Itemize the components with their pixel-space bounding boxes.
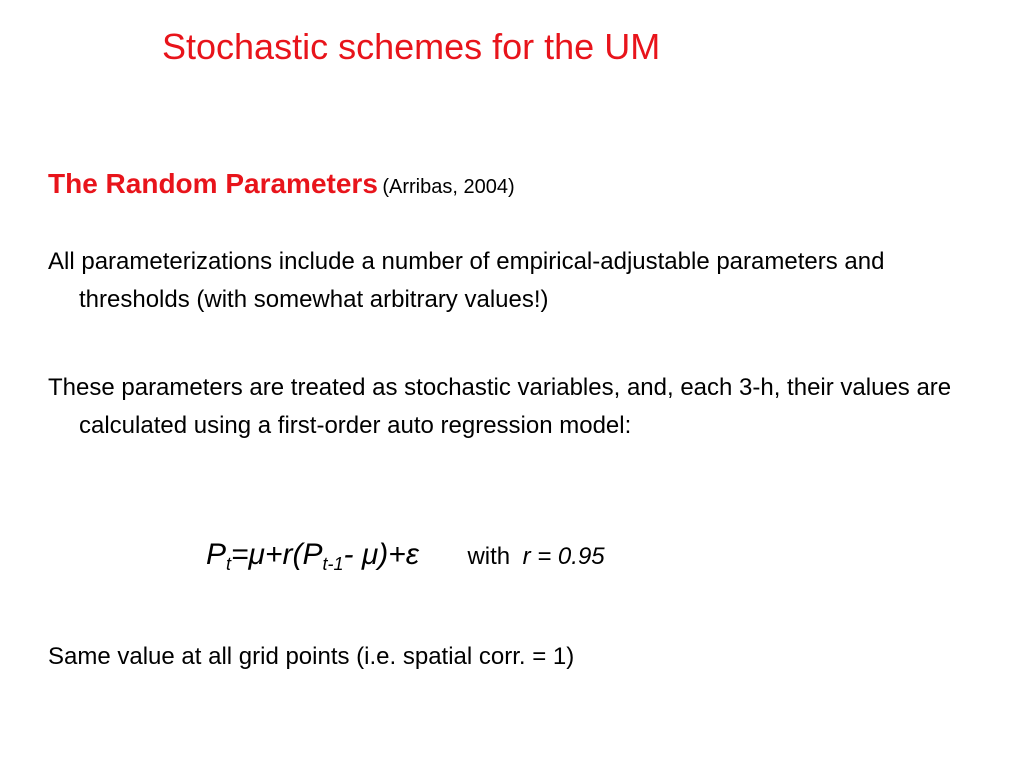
equation-part1: =μ+r(P — [231, 538, 323, 571]
equation-r-value: r = 0.95 — [522, 543, 605, 570]
section-heading-text: The Random Parameters — [48, 168, 378, 199]
paragraph-stochastic-variables: These parameters are treated as stochastic variables, and, each 3-h, their values are calculated using a first-order auto regression model: — [48, 374, 952, 439]
equation-p: P — [206, 538, 227, 571]
slide-title: Stochastic schemes for the UM — [162, 26, 661, 67]
equation-formula — [206, 538, 419, 574]
section-heading — [48, 168, 515, 200]
equation-sub-t1: t-1 — [322, 554, 344, 574]
citation: (Arribas, 2004) — [382, 176, 515, 198]
paragraph-parameterizations: All parameterizations include a number of empirical-adjustable parameters and thresholds (with somewhat arbitrary values!) — [48, 248, 885, 313]
equation-sub-t: t — [226, 554, 232, 574]
ar1-equation — [206, 538, 605, 572]
paragraph-grid-points: Same value at all grid points (i.e. spatial corr. = 1) — [48, 643, 575, 670]
equation-part2: - μ)+ε — [343, 538, 419, 571]
equation-with-label: with — [467, 543, 511, 570]
